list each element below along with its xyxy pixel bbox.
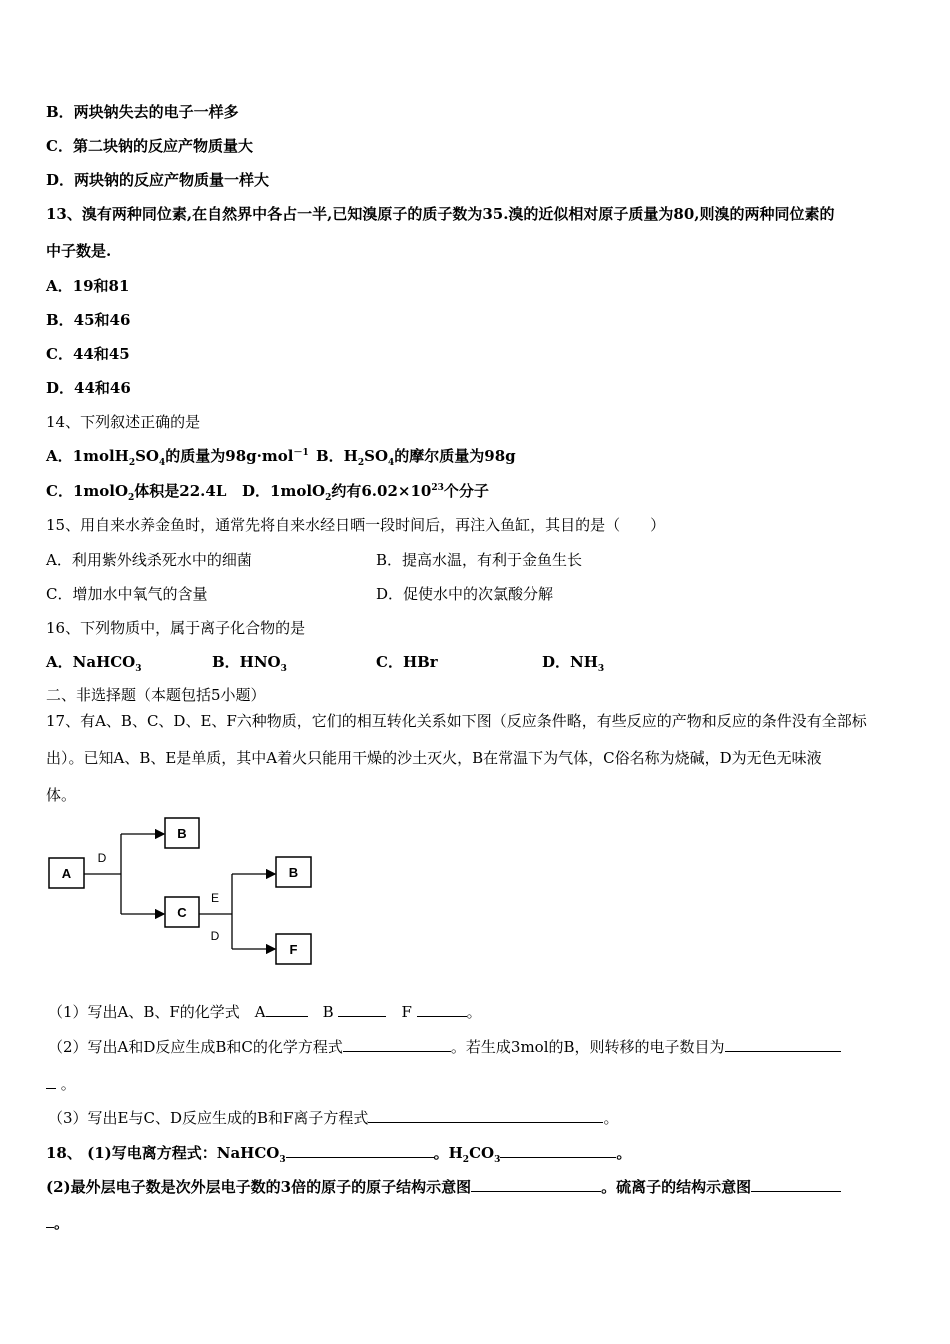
q15-option-b: B．提高水温，有利于金鱼生长	[376, 551, 583, 569]
q17-part2-cont: 。	[46, 1074, 76, 1094]
answer-blank-nahco3[interactable]	[286, 1143, 434, 1158]
q13-option-d: D．44和46	[46, 379, 131, 397]
q17-stem-line3: 体。	[46, 786, 77, 804]
q14-option-c: C．1molO$_2$体积是22.4L	[46, 482, 227, 503]
q16-option-a: A．NaHCO$_3$	[46, 653, 142, 674]
section-heading: 二、非选择题（本题包括5小题）	[46, 686, 266, 704]
answer-blank-electrons-cont[interactable]	[46, 1074, 56, 1089]
answer-blank-sulfide-diagram[interactable]	[751, 1177, 841, 1192]
q13-option-c: C．44和45	[46, 345, 130, 363]
arrow-label-e: E	[210, 891, 220, 905]
reaction-diagram	[45, 812, 320, 972]
q14-stem: 14、下列叙述正确的是	[46, 413, 201, 431]
arrow-label-d2: D	[210, 929, 220, 943]
q17-part2: （2）写出A和D反应生成B和C的化学方程式 。若生成3mol的B，则转移的电子数目为	[48, 1037, 841, 1057]
answer-blank-h2co3[interactable]	[500, 1143, 616, 1158]
answer-blank-a[interactable]	[266, 1002, 308, 1017]
box-b-right-label: B	[288, 865, 299, 880]
q15-option-a: A．利用紫外线杀死水中的细菌	[46, 551, 252, 569]
answer-blank-sulfide-cont[interactable]	[46, 1213, 54, 1228]
q12-option-d: D．两块钠的反应产物质量一样大	[46, 171, 270, 189]
q14-option-d: D．1molO$_2$约有$6.02\times 10^{23}$个分子	[242, 482, 489, 503]
q16-option-d: D．$NH_3$	[542, 653, 605, 674]
q13-option-b: B．45和46	[46, 311, 131, 329]
q12-option-b: B．两块钠失去的电子一样多	[46, 103, 239, 121]
q13-option-a: A．19和81	[46, 277, 130, 295]
box-b-top-label: B	[177, 826, 187, 841]
q16-option-b: B．$HNO_3$	[212, 653, 287, 674]
q13-stem-line2: 中子数是.	[46, 242, 112, 260]
q17-part1: （1）写出A、B、F的化学式 A B F 。	[48, 1003, 482, 1021]
answer-blank-f[interactable]	[417, 1002, 467, 1017]
q17-part3: （3）写出E与C、D反应生成的B和F离子方程式 。	[48, 1109, 619, 1127]
q18-part2-cont: 。	[46, 1213, 69, 1233]
q15-option-d: D．促使水中的次氯酸分解	[376, 585, 554, 603]
q15-stem: 15、用自来水养金鱼时，通常先将自来水经日晒一段时间后，再注入鱼缸，其目的是（ ）	[46, 516, 666, 534]
answer-blank-equation[interactable]	[343, 1037, 451, 1052]
q14-option-b: B．$H_2SO_4$的摩尔质量为98g	[316, 447, 516, 468]
box-f-label: F	[289, 942, 298, 957]
q15-option-c: C．增加水中氧气的含量	[46, 585, 208, 603]
q14-option-a: A．$1molH_2SO_4$的质量为98g·mol$^{-1}$	[46, 447, 309, 468]
q18-part2: (2)最外层电子数是次外层电子数的3倍的原子的原子结构示意图 。硫离子的结构示意图	[46, 1177, 841, 1197]
q17-stem-line1: 17、有A、B、C、D、E、F六种物质，它们的相互转化关系如下图（反应条件略，有些反应的产物和反应的条件没有全部标	[46, 712, 867, 730]
answer-blank-b[interactable]	[338, 1002, 386, 1017]
answer-blank-ionic-equation[interactable]	[368, 1108, 603, 1123]
box-a-label: A	[61, 866, 72, 881]
box-c-label: C	[177, 905, 187, 920]
q13-stem-line1: 13、溴有两种同位素,在自然界中各占一半,已知溴原子的质子数为35.溴的近似相对原子质量为80,则溴的两种同位素的	[46, 205, 835, 223]
arrow-label-d1: D	[97, 851, 107, 865]
answer-blank-electrons[interactable]	[725, 1037, 841, 1052]
answer-blank-atom-diagram[interactable]	[471, 1177, 601, 1192]
q16-option-c: C．HBr	[376, 653, 438, 671]
q17-stem-line2: 出）。已知A、B、E是单质，其中A着火只能用干燥的沙土灭火，B在常温下为气体，C俗名称为烧碱，D为无色无味液	[46, 749, 822, 767]
q12-option-c: C．第二块钠的反应产物质量大	[46, 137, 253, 155]
q16-stem: 16、下列物质中，属于离子化合物的是	[46, 619, 306, 637]
q18-part1: 18、 (1)写电离方程式：NaHCO$_3$ 。$H_2CO_3$ 。	[46, 1144, 632, 1165]
